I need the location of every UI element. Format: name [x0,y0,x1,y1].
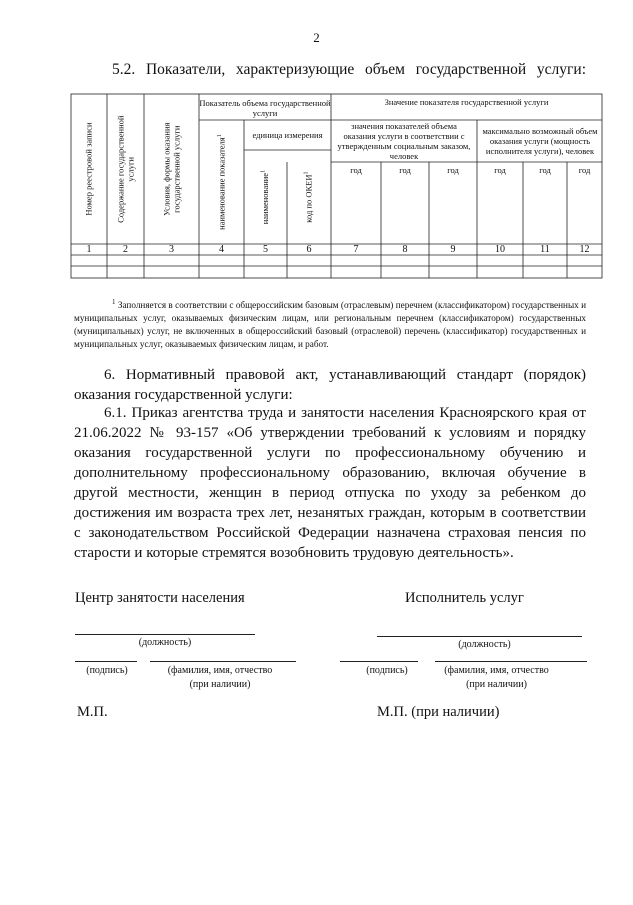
left-signature-title: Центр занятости населения [75,590,245,606]
section-6-paragraph: 6. Нормативный правовой акт, устанавливающий стандарт (порядок) оказания государственной услуги: [74,367,586,403]
right-name-line [435,661,587,662]
col-number-2: 2 [123,244,128,255]
left-position-line [75,634,255,635]
right-position-line [377,636,582,637]
col-number-10: 10 [495,244,505,255]
header-social-order-values: значения показателей объема оказания услуги в соответствии с утвержденным социальным заказом, человек [337,120,471,162]
header-service-content: Содержание государственной услуги [115,115,136,223]
right-signature-label: (подпись) [366,665,408,676]
col-number-1: 1 [86,244,92,255]
right-name-label: (фамилия, имя, отчество (при наличии) [444,665,549,690]
col-number-3: 3 [169,244,174,255]
col-number-6: 6 [306,244,312,255]
col-number-11: 11 [540,244,550,255]
year-header-9: год [447,164,459,175]
header-conditions-forms: Условия, формы оказания государственной услуги [161,122,182,216]
col-number-8: 8 [402,244,408,255]
page-number: 2 [313,30,320,45]
right-position-label: (должность) [458,639,511,650]
left-name-label: (фамилия, имя, отчество (при наличии) [167,665,273,690]
col-number-5: 5 [263,244,268,255]
header-unit-name: наименование$^1$ [260,169,271,225]
right-signature-title: Исполнитель услуг [405,590,524,606]
header-indicator-name: наименование показателя$^1$ [216,134,227,230]
header-volume-indicator: Показатель объема государственной услуги [199,97,331,118]
year-header-11: год [539,164,551,175]
volume-indicators-table [71,94,602,278]
left-name-line [150,661,296,662]
footnote-text: Заполняется в соответствии с общероссийским базовым (отраслевым) перечнем (классификатором) государственных и муниципальных услуг, оказываемых физическим лицам, или региональным перечнем (классификатором) государственных (муниципальных) услуг, не включенных в общероссийский базовый (отраслевой) перечень (классификатор) государственных и муниципальных услуг, оказываемых физическим лицам, и работ. [74,300,587,350]
footnote [74,298,586,351]
left-position-label: (должность) [138,637,192,648]
col-number-7: 7 [353,244,359,255]
right-stamp: М.П. (при наличии) [377,704,500,720]
footnote-mark: 1 [112,298,116,306]
header-max-volume: максимально возможный объем оказания услуги (мощность исполнителя услуги), человек [482,125,598,157]
col-number-4: 4 [219,244,224,255]
year-header-7: год [350,164,362,175]
header-unit: единица измерения [252,129,323,140]
left-signature-label: (подпись) [86,665,128,676]
col-number-9: 9 [450,244,456,255]
header-registry-number: Номер реестровой записи [83,122,94,216]
left-signature-line [75,661,137,662]
section-5-2-title: 5.2. Показатели, характеризующие объем государственной услуги: [112,61,586,78]
year-header-12: год [578,164,591,175]
col-number-12: 12 [579,244,590,255]
header-indicator-value: Значение показателя государственной услуги [384,96,549,107]
header-okei-code: код по ОКЕИ$^1$ [303,171,314,223]
year-header-8: год [399,164,411,175]
year-header-10: год [494,164,506,175]
right-signature-line [340,661,418,662]
section-6-1-paragraph: 6.1. Приказ агентства труда и занятости населения Красноярского края от 21.06.2022 № 93-157 «Об утверждении требований к условиям и порядку оказания государственной услуги по профессиональному обучению и дополнительному профессиональному образованию, включая обучение в другой местности, женщин в период отпуска по уходу за ребенком до достижения им возраста трех лет, незанятых граждан, которым в соответствии с законодательством Российской Федерации назначена страховая пенсия по старости и которые стремятся возобновить трудовую деятельность». [74,405,586,561]
left-stamp: М.П. [77,704,108,720]
